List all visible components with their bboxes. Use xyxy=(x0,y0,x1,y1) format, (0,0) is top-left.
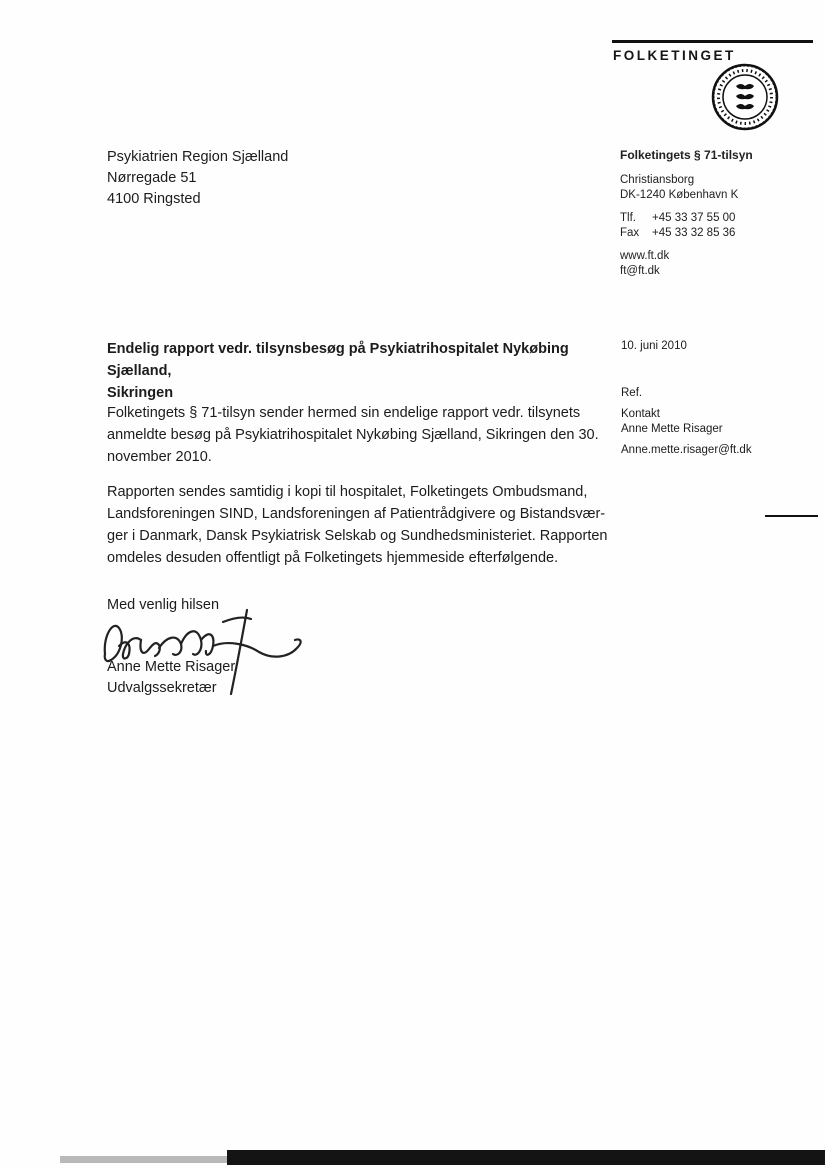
sender-fax-row xyxy=(620,226,753,241)
sender-website: www.ft.dk xyxy=(620,250,670,262)
recipient-address xyxy=(107,147,288,210)
recipient-line: Psykiatrien Region Sjælland xyxy=(107,149,289,165)
letter-date: 10. juni 2010 xyxy=(621,340,687,352)
header-rule xyxy=(612,40,813,43)
scan-artifact-bar xyxy=(227,1150,825,1165)
paragraph-line: anmeldte besøg på Psykiatrihospitalet Nykøbing Sjælland, Sikringen den 30. xyxy=(107,427,599,443)
subject-heading xyxy=(107,338,622,404)
closing-salutation: Med venlig hilsen xyxy=(107,597,220,613)
signer-block xyxy=(107,657,235,699)
sender-title: Folketingets § 71-tilsyn xyxy=(620,148,753,162)
scan-artifact-bar-light xyxy=(60,1156,227,1163)
contact-name: Anne Mette Risager xyxy=(621,423,723,435)
fax-number: +45 33 32 85 36 xyxy=(652,227,736,239)
contact-label: Kontakt xyxy=(621,408,660,420)
paragraph-line: omdeles desuden offentligt på Folketingets hjemmeside efterfølgende. xyxy=(107,550,559,566)
reference-block xyxy=(621,386,752,458)
recipient-line: 4100 Ringsted xyxy=(107,191,201,207)
sender-email: ft@ft.dk xyxy=(620,265,660,277)
phone-label: Tlf. xyxy=(620,212,636,224)
paragraph-line: Rapporten sendes samtidig i kopi til hospitalet, Folketingets Ombudsmand, xyxy=(107,484,588,500)
sender-block xyxy=(620,148,753,279)
body-paragraph-1 xyxy=(107,402,627,468)
signer-name: Anne Mette Risager xyxy=(107,659,236,675)
subject-line-1: Endelig rapport vedr. tilsynsbesøg på Psykiatrihospitalet Nykøbing Sjælland, xyxy=(107,341,569,379)
sender-address-line: Christiansborg xyxy=(620,174,695,186)
scan-artifact-line xyxy=(765,515,818,517)
body-paragraph-2 xyxy=(107,481,627,569)
phone-number: +45 33 37 55 00 xyxy=(652,212,736,224)
paragraph-line: november 2010. xyxy=(107,449,212,465)
ref-label: Ref. xyxy=(621,387,643,399)
paragraph-line: Folketingets § 71-tilsyn sender hermed sin endelige rapport vedr. tilsynets xyxy=(107,405,581,421)
contact-email: Anne.mette.risager@ft.dk xyxy=(621,444,752,456)
paragraph-line: ger i Danmark, Dansk Psykiatrisk Selskab og Sundhedsministeriet. Rapporten xyxy=(107,528,608,544)
recipient-line: Nørregade 51 xyxy=(107,170,197,186)
subject-line-2: Sikringen xyxy=(107,385,174,401)
sender-phone-row xyxy=(620,211,753,226)
folketinget-seal-icon xyxy=(710,62,780,132)
spacer xyxy=(620,241,753,249)
folketinget-wordmark: FOLKETINGET xyxy=(613,48,736,63)
paragraph-line: Landsforeningen SIND, Landsforeningen af Patientrådgivere og Bistandsvær- xyxy=(107,506,606,522)
sender-address-line: DK-1240 København K xyxy=(620,189,739,201)
spacer xyxy=(620,203,753,211)
signer-title: Udvalgssekretær xyxy=(107,680,217,696)
fax-label: Fax xyxy=(620,227,640,239)
